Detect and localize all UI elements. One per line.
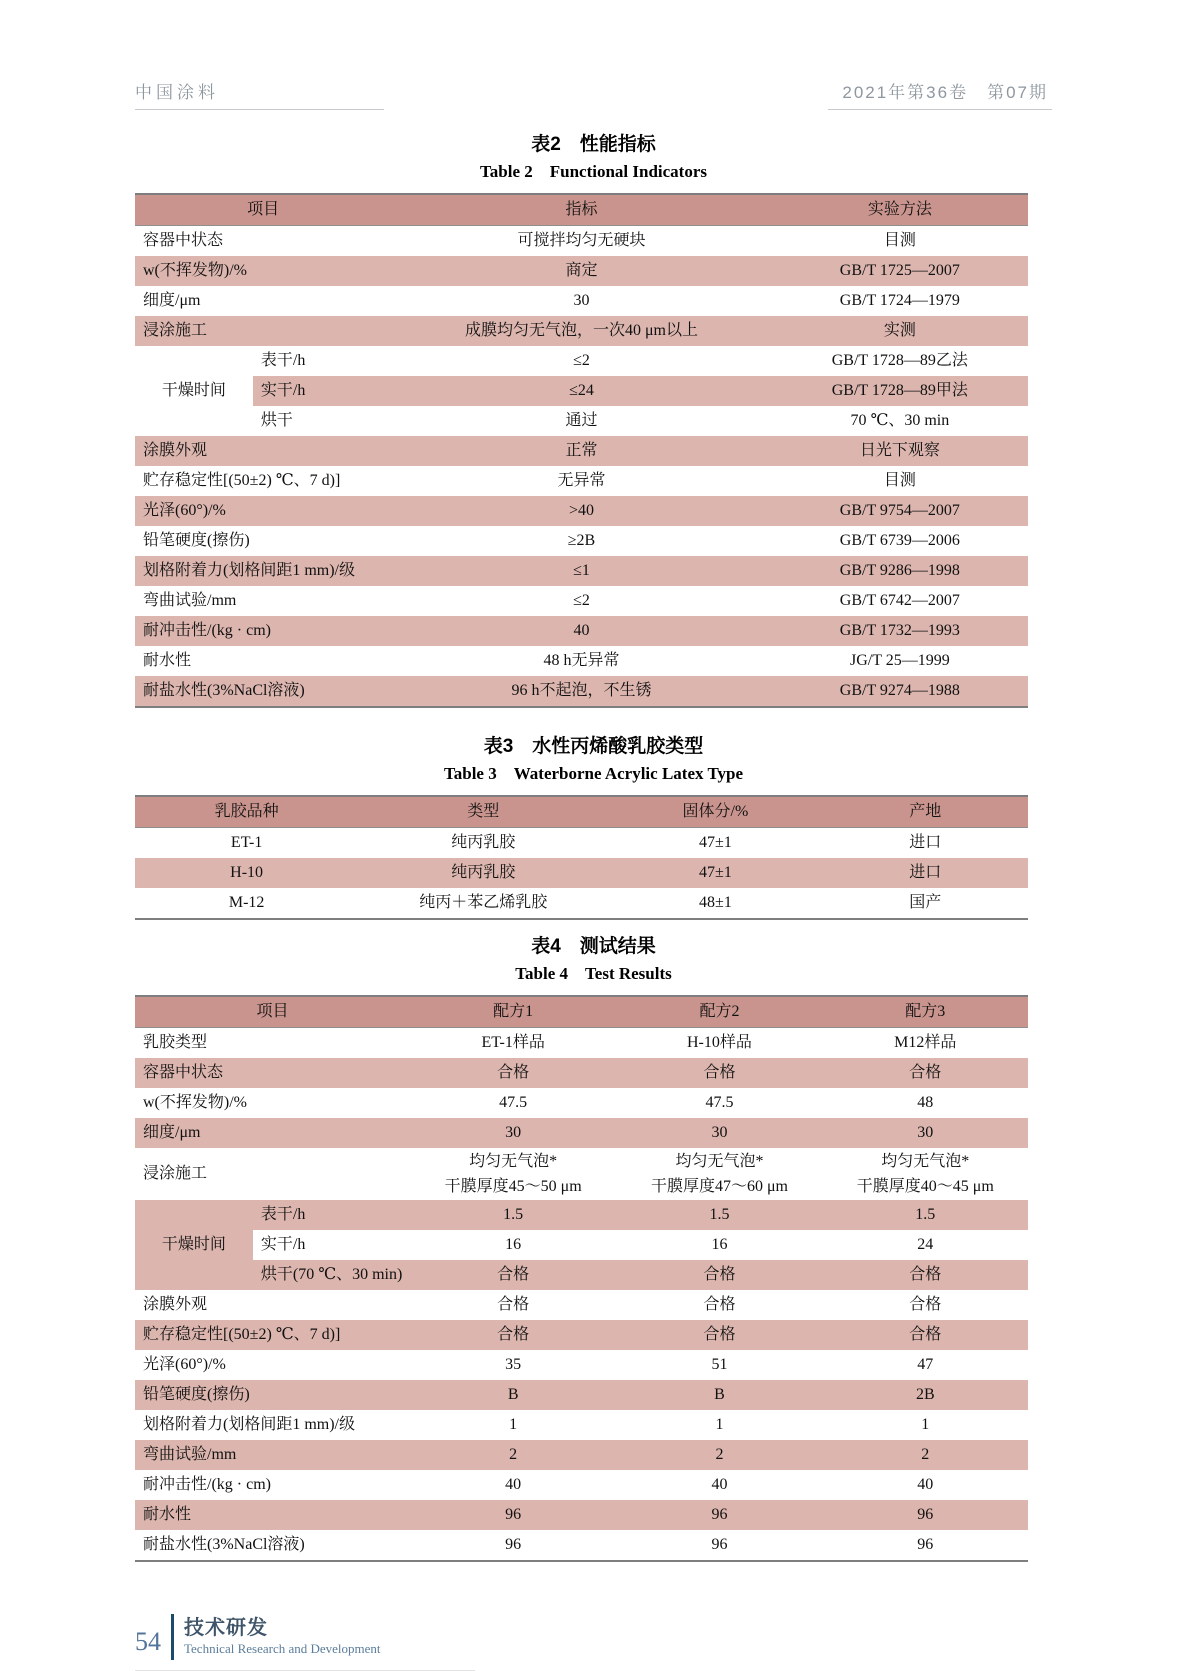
table-cell: GB/T 1728—89乙法 <box>831 352 968 369</box>
table-cell: 进口 <box>823 858 1028 888</box>
table-cell: 51 <box>711 1356 728 1373</box>
table-row <box>135 1290 1028 1320</box>
table-cell: 30 <box>573 292 590 309</box>
table-cell: ET-1样品 <box>481 1034 545 1051</box>
table-row <box>135 316 1028 346</box>
table-cell: 表干/h <box>253 1200 410 1230</box>
table3-title-en: Table 3 Waterborne Acrylic Latex Type <box>443 764 744 783</box>
table-cell: 划格附着力(划格间距1 mm)/级 <box>135 556 391 586</box>
table-cell: 正常 <box>391 436 771 466</box>
table-cell: ≤2 <box>573 592 590 609</box>
table-row <box>135 858 1028 888</box>
table-row <box>135 1200 1028 1230</box>
table-cell: 铅笔硬度(擦伤) <box>135 1380 410 1410</box>
table-cell: 细度/μm <box>143 292 201 309</box>
table-cell: 1.5 <box>410 1200 616 1230</box>
table-cell: H-10 <box>135 858 358 888</box>
page-number: 54 <box>135 1627 161 1656</box>
table-cell: 40 <box>391 616 771 646</box>
table-cell: 成膜均匀无气泡，一次40 μm以上 <box>391 316 771 346</box>
table-row <box>135 676 1028 707</box>
table-row <box>135 556 1028 586</box>
table-cell: 光泽(60°)/% <box>135 496 391 526</box>
table-cell: 无异常 <box>557 472 606 489</box>
table2-section <box>135 132 1052 708</box>
table-cell: GB/T 6742—2007 <box>839 592 960 609</box>
table-row <box>135 256 1028 286</box>
table-cell: 耐盐水性(3%NaCl溶液) <box>143 1536 305 1553</box>
table-row <box>135 646 1028 676</box>
footer-section <box>184 1616 381 1658</box>
table-cell: ≤24 <box>391 376 771 406</box>
table2-title-zh: 表2 性能指标 <box>531 134 656 155</box>
table-row <box>135 496 1028 526</box>
table-cell: 24 <box>917 1236 934 1253</box>
table4-test-results <box>135 995 1052 1562</box>
table-cell: 96 <box>616 1500 822 1530</box>
table-cell: 47.5 <box>705 1094 734 1111</box>
table-cell: 合格 <box>823 1260 1028 1290</box>
table-cell: 纯丙乳胶 <box>358 858 608 888</box>
table-cell: 表干/h <box>260 352 306 369</box>
table-cell: 合格 <box>616 1320 822 1350</box>
table-row <box>135 616 1028 646</box>
table2-title-en: Table 2 Functional Indicators <box>479 162 708 181</box>
column-header: 产地 <box>823 796 1028 828</box>
column-header: 固体分/% <box>608 796 822 828</box>
page-header <box>135 78 1052 110</box>
table-cell: 合格 <box>410 1058 616 1088</box>
table-row <box>135 1260 1028 1290</box>
table-cell: 纯丙＋苯乙烯乳胶 <box>419 894 548 911</box>
table-cell: 耐水性 <box>143 652 192 669</box>
data-table-grid <box>135 795 1028 920</box>
table-row <box>135 1058 1028 1088</box>
table-row <box>135 286 1028 316</box>
footer-section-title-en: Technical Research and Development <box>184 1641 381 1656</box>
table-row <box>135 1088 1028 1118</box>
table-row <box>135 1410 1028 1440</box>
table-row <box>135 1230 1028 1260</box>
table-cell: 1 <box>715 1416 724 1433</box>
table-cell: 96 <box>505 1536 522 1553</box>
table-cell: 耐冲击性/(kg · cm) <box>135 616 391 646</box>
table-row <box>135 226 1028 257</box>
table-cell: 乳胶类型 <box>143 1034 208 1051</box>
table-row <box>135 466 1028 496</box>
table-cell: 耐冲击性/(kg · cm) <box>143 1476 271 1493</box>
group-label-cell: 干燥时间 <box>135 1200 253 1290</box>
footer-divider-bar <box>171 1614 174 1660</box>
table3-title-zh: 表3 水性丙烯酸乳胶类型 <box>483 736 704 757</box>
table-cell: >40 <box>391 496 771 526</box>
table-cell: 弯曲试验/mm <box>143 592 237 609</box>
table-cell: 涂膜外观 <box>143 1296 208 1313</box>
table-cell: 合格 <box>616 1260 822 1290</box>
table4-title-zh: 表4 测试结果 <box>531 936 656 957</box>
table-cell: 96 <box>410 1500 616 1530</box>
table-cell: GB/T 1728—89甲法 <box>772 376 1028 406</box>
table4-section <box>135 934 1052 1562</box>
table-cell: 48 h无异常 <box>543 652 620 669</box>
table-cell: 96 <box>917 1536 934 1553</box>
table-row <box>135 526 1028 556</box>
table-cell: 细度/μm <box>135 1118 410 1148</box>
table-cell: 目测 <box>883 232 916 249</box>
footer-section-title-zh: 技术研发 <box>184 1617 268 1639</box>
column-header: 项目 <box>135 194 391 226</box>
table-cell: 30 <box>823 1118 1028 1148</box>
table-cell: GB/T 9754—2007 <box>772 496 1028 526</box>
table-cell: 可搅拌均匀无硬块 <box>517 232 646 249</box>
table-cell: 贮存稳定性[(50±2) ℃、7 d)] <box>135 1320 410 1350</box>
table-cell: 浸涂施工 <box>143 1165 208 1182</box>
table3-section <box>135 734 1052 920</box>
table-cell: 70 ℃、30 min <box>850 412 950 429</box>
table-cell: 弯曲试验/mm <box>135 1440 410 1470</box>
table-header-row <box>135 796 1028 828</box>
table-cell: 目测 <box>883 472 916 489</box>
table-row <box>135 1320 1028 1350</box>
table-row <box>135 406 1028 436</box>
table-cell: H-10样品 <box>687 1034 752 1051</box>
table-cell: 40 <box>505 1476 522 1493</box>
table-cell: ≥2B <box>567 532 596 549</box>
table-cell: w(不挥发物)/% <box>135 256 391 286</box>
table-row <box>135 1530 1028 1561</box>
table-cell: 47±1 <box>699 834 732 851</box>
table-cell: 商定 <box>391 256 771 286</box>
table-cell: 96 h不起泡，不生锈 <box>391 676 771 707</box>
table-cell: 划格附着力(划格间距1 mm)/级 <box>143 1416 355 1433</box>
table-cell: GB/T 1725—2007 <box>772 256 1028 286</box>
table-cell: 耐盐水性(3%NaCl溶液) <box>135 676 391 707</box>
table3-latex-type <box>135 795 1052 920</box>
table-row <box>135 1440 1028 1470</box>
table-cell: M12样品 <box>894 1034 957 1051</box>
table-cell: 2 <box>823 1440 1028 1470</box>
table-cell: 光泽(60°)/% <box>143 1356 226 1373</box>
table-row <box>135 1118 1028 1148</box>
issue-info: 2021年第36卷 第07期 <box>828 78 1052 110</box>
table-row <box>135 888 1028 919</box>
table-cell: 合格 <box>410 1320 616 1350</box>
table-cell: 40 <box>917 1476 934 1493</box>
column-header: 乳胶品种 <box>135 796 358 828</box>
table-cell: 96 <box>823 1500 1028 1530</box>
column-header: 项目 <box>135 996 410 1028</box>
table-cell: 1.5 <box>823 1200 1028 1230</box>
table-cell: 48±1 <box>699 894 732 911</box>
column-header: 指标 <box>391 194 771 226</box>
table-cell: GB/T 6739—2006 <box>839 532 960 549</box>
table-cell: GB/T 9274—1988 <box>772 676 1028 707</box>
table-row <box>135 828 1028 859</box>
table-header-row <box>135 194 1028 226</box>
table-cell: 16 <box>505 1236 522 1253</box>
table-cell: 48 <box>917 1094 934 1111</box>
table-cell: 1 <box>509 1416 518 1433</box>
column-header: 配方2 <box>616 996 822 1028</box>
table-cell: ≤1 <box>391 556 771 586</box>
table-cell: 容器中状态 <box>135 1058 410 1088</box>
data-table-grid <box>135 995 1028 1562</box>
column-header: 类型 <box>358 796 608 828</box>
table-cell: 国产 <box>909 894 942 911</box>
table-cell: 合格 <box>616 1058 822 1088</box>
table-row <box>135 346 1028 376</box>
table-cell: 96 <box>711 1536 728 1553</box>
table-cell: 35 <box>505 1356 522 1373</box>
table-cell: 浸涂施工 <box>135 316 391 346</box>
table-cell: 2 <box>616 1440 822 1470</box>
table-row <box>135 586 1028 616</box>
table-cell: 合格 <box>823 1320 1028 1350</box>
table-cell: 实干/h <box>253 376 391 406</box>
table-cell: GB/T 1732—1993 <box>772 616 1028 646</box>
table-cell: GB/T 9286—1998 <box>772 556 1028 586</box>
table-cell: 1 <box>921 1416 930 1433</box>
table-row <box>135 376 1028 406</box>
column-header: 配方3 <box>823 996 1028 1028</box>
table-cell: B <box>410 1380 616 1410</box>
table-cell: GB/T 1724—1979 <box>839 292 960 309</box>
table-cell: 日光下观察 <box>772 436 1028 466</box>
table-cell: 均匀无气泡* 干膜厚度45～50 μm <box>444 1153 582 1195</box>
table-cell: 47±1 <box>608 858 822 888</box>
table-row <box>135 436 1028 466</box>
table-cell: 合格 <box>410 1260 616 1290</box>
table2-functional-indicators <box>135 193 1052 708</box>
table-cell: 2B <box>823 1380 1028 1410</box>
page-footer <box>135 1614 1052 1660</box>
table-cell: 纯丙乳胶 <box>451 834 516 851</box>
table-cell: 烘干(70 ℃、30 min) <box>253 1260 410 1290</box>
table-cell: B <box>616 1380 822 1410</box>
table-cell: 合格 <box>703 1296 736 1313</box>
table-cell: 均匀无气泡* 干膜厚度40～45 μm <box>856 1153 994 1195</box>
table-cell: M-12 <box>228 894 265 911</box>
table-cell: 实测 <box>772 316 1028 346</box>
table-cell: w(不挥发物)/% <box>143 1094 247 1111</box>
table-cell: 实干/h <box>260 1236 306 1253</box>
table-cell: 30 <box>410 1118 616 1148</box>
table-cell: 涂膜外观 <box>135 436 391 466</box>
column-header: 配方1 <box>410 996 616 1028</box>
table-row <box>135 1028 1028 1059</box>
table-cell: 容器中状态 <box>143 232 224 249</box>
table-cell: ET-1 <box>230 834 263 851</box>
table-cell: 合格 <box>497 1296 530 1313</box>
table-cell: ≤2 <box>573 352 590 369</box>
table-cell: 合格 <box>909 1296 942 1313</box>
table-cell: 合格 <box>823 1058 1028 1088</box>
table-row <box>135 1500 1028 1530</box>
table-cell: 47.5 <box>499 1094 528 1111</box>
data-table-grid <box>135 193 1028 708</box>
table-cell: 通过 <box>565 412 598 429</box>
table-cell: 30 <box>616 1118 822 1148</box>
column-header: 实验方法 <box>772 194 1028 226</box>
table-cell: 40 <box>711 1476 728 1493</box>
table-cell: 铅笔硬度(擦伤) <box>143 532 250 549</box>
table-cell: 均匀无气泡* 干膜厚度47～60 μm <box>650 1153 788 1195</box>
table-cell: 耐水性 <box>135 1500 410 1530</box>
table-header-row <box>135 996 1028 1028</box>
table-cell: 进口 <box>909 834 942 851</box>
table-row <box>135 1148 1028 1200</box>
table-cell: 2 <box>410 1440 616 1470</box>
table-row <box>135 1470 1028 1500</box>
table-cell: 贮存稳定性[(50±2) ℃、7 d)] <box>143 472 341 489</box>
table-row <box>135 1380 1028 1410</box>
group-label-cell: 干燥时间 <box>135 346 253 436</box>
table-cell: 1.5 <box>616 1200 822 1230</box>
table-cell: 47 <box>917 1356 934 1373</box>
table4-title-en: Table 4 Test Results <box>515 964 672 983</box>
journal-title: 中国涂料 <box>135 78 384 110</box>
table-cell: 16 <box>711 1236 728 1253</box>
table-row <box>135 1350 1028 1380</box>
table-cell: JG/T 25—1999 <box>849 652 950 669</box>
table-cell: 烘干 <box>260 412 293 429</box>
